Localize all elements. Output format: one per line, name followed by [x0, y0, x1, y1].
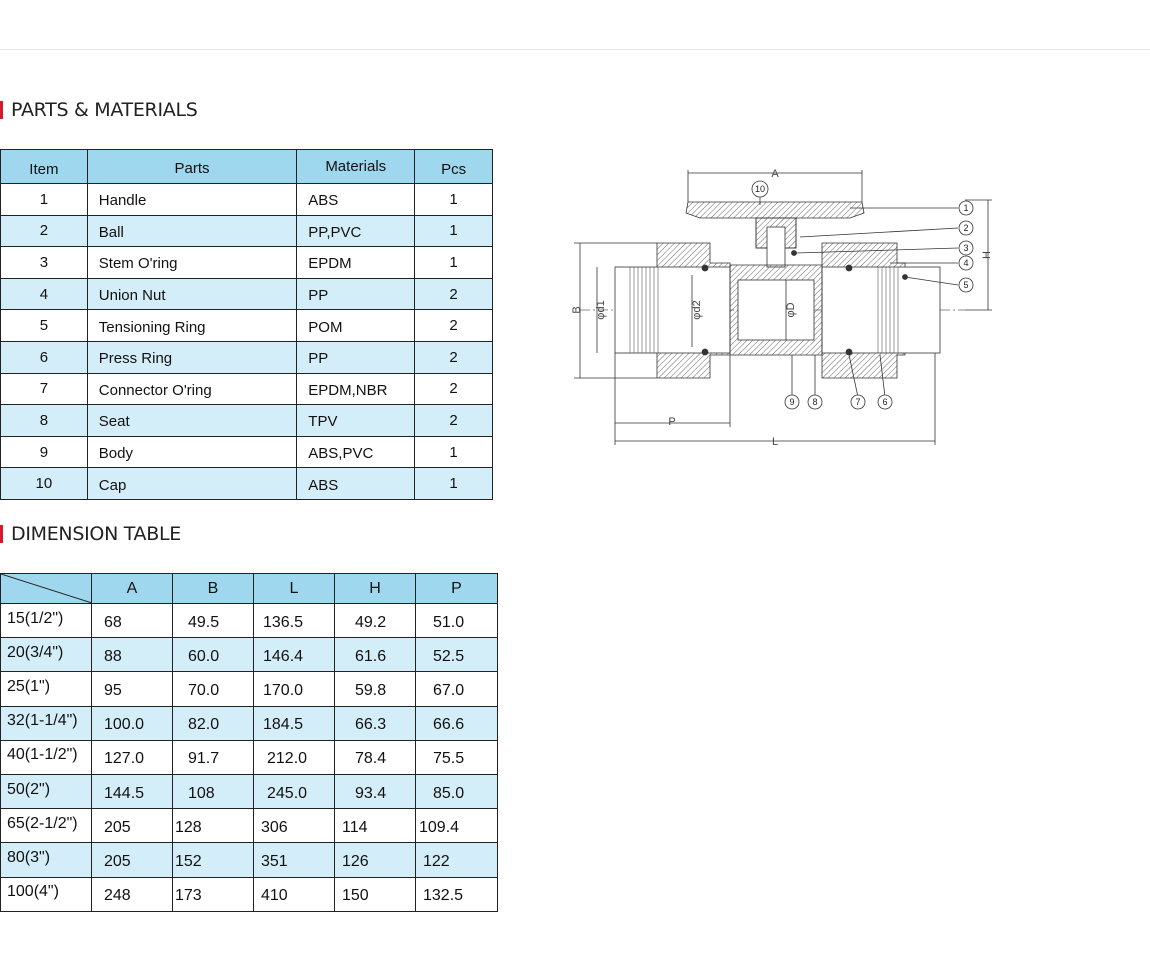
parts-table [0, 149, 493, 500]
dims-row [1, 672, 498, 706]
parts-cell-material: EPDM,NBR [297, 373, 415, 405]
parts-cell-item: 5 [1, 310, 88, 342]
dim-label-d2: φd2 [691, 300, 703, 320]
dims-header-p: P [416, 574, 498, 604]
dims-cell-a: 100.0 [92, 706, 173, 740]
parts-row [1, 215, 493, 247]
parts-cell-item: 4 [1, 278, 88, 310]
dims-cell-p: 109.4 [416, 809, 498, 843]
handle-shape [686, 202, 864, 218]
parts-cell-material: ABS,PVC [297, 436, 415, 468]
parts-cell-pcs: 2 [415, 310, 493, 342]
dims-cell-l: 410 [254, 877, 335, 911]
parts-cell-part: Union Nut [87, 278, 297, 310]
parts-cell-pcs: 1 [415, 215, 493, 247]
valve-section-diagram [560, 165, 1000, 455]
dims-cell-size: 32(1-1/4") [1, 706, 92, 740]
accent-bar [0, 101, 3, 119]
dims-cell-h: 114 [335, 809, 416, 843]
parts-cell-material: TPV [297, 405, 415, 437]
dims-cell-p: 51.0 [416, 604, 498, 638]
parts-cell-item: 3 [1, 247, 88, 279]
dim-label-p: P [668, 416, 676, 428]
parts-cell-pcs: 2 [415, 278, 493, 310]
dims-cell-p: 122 [416, 843, 498, 877]
dims-cell-l: 212.0 [254, 740, 335, 774]
dims-cell-p: 75.5 [416, 740, 498, 774]
dims-cell-h: 66.3 [335, 706, 416, 740]
dims-cell-size: 80(3") [1, 843, 92, 877]
parts-cell-material: PP [297, 341, 415, 373]
accent-bar [0, 525, 3, 543]
parts-cell-item: 10 [1, 468, 88, 500]
dims-cell-l: 146.4 [254, 638, 335, 672]
dims-header-h: H [335, 574, 416, 604]
dims-cell-size: 65(2-1/2") [1, 809, 92, 843]
dims-row [1, 809, 498, 843]
callout-5 [959, 278, 973, 292]
dims-cell-size: 20(3/4") [1, 638, 92, 672]
parts-cell-pcs: 1 [415, 468, 493, 500]
parts-title-text: PARTS & MATERIALS [11, 99, 198, 121]
svg-text:4: 4 [963, 258, 969, 268]
dims-cell-h: 93.4 [335, 774, 416, 808]
parts-cell-pcs: 1 [415, 184, 493, 216]
oring-right-bottom [846, 349, 852, 355]
parts-cell-part: Ball [87, 215, 297, 247]
callout-2 [959, 221, 973, 235]
dims-header-corner [1, 574, 92, 604]
dims-cell-a: 205 [92, 843, 173, 877]
svg-text:10: 10 [754, 184, 766, 194]
dims-cell-size: 40(1-1/2") [1, 740, 92, 774]
dims-cell-a: 144.5 [92, 774, 173, 808]
dims-cell-b: 108 [173, 774, 254, 808]
dim-label-b: B [571, 306, 583, 314]
diagonal-divider [1, 574, 92, 603]
dims-cell-b: 82.0 [173, 706, 254, 740]
dims-cell-l: 351 [254, 843, 335, 877]
dimension-table [0, 573, 498, 912]
oring-left-top [702, 265, 708, 271]
parts-row [1, 341, 493, 373]
parts-cell-pcs: 1 [415, 436, 493, 468]
parts-cell-material: ABS [297, 468, 415, 500]
parts-header-parts: Parts [87, 150, 297, 184]
dims-cell-size: 100(4") [1, 877, 92, 911]
oring-left-bottom [702, 349, 708, 355]
dims-row [1, 877, 498, 911]
parts-cell-item: 6 [1, 341, 88, 373]
dims-cell-b: 49.5 [173, 604, 254, 638]
dims-title-text: DIMENSION TABLE [11, 523, 181, 545]
dims-cell-h: 59.8 [335, 672, 416, 706]
parts-cell-part: Seat [87, 405, 297, 437]
dim-label-l: L [771, 436, 779, 448]
parts-row [1, 310, 493, 342]
svg-text:2: 2 [963, 223, 969, 233]
parts-row [1, 373, 493, 405]
dims-cell-h: 61.6 [335, 638, 416, 672]
parts-row [1, 468, 493, 500]
parts-cell-material: ABS [297, 184, 415, 216]
dims-cell-l: 136.5 [254, 604, 335, 638]
dims-cell-a: 205 [92, 809, 173, 843]
svg-text:7: 7 [855, 397, 861, 407]
dims-row [1, 604, 498, 638]
dims-row [1, 774, 498, 808]
callout-6 [878, 395, 892, 409]
callout-4 [959, 256, 973, 270]
dims-header-a: A [92, 574, 173, 604]
dims-cell-size: 50(2") [1, 774, 92, 808]
dims-cell-p: 132.5 [416, 877, 498, 911]
dims-cell-b: 70.0 [173, 672, 254, 706]
dims-cell-l: 184.5 [254, 706, 335, 740]
callout-1 [959, 201, 973, 215]
dim-label-d: φD [785, 302, 797, 318]
svg-text:1: 1 [963, 203, 969, 213]
dim-label-h: H [981, 251, 993, 259]
parts-cell-item: 9 [1, 436, 88, 468]
parts-cell-material: PP,PVC [297, 215, 415, 247]
parts-cell-item: 1 [1, 184, 88, 216]
callout-8 [808, 395, 822, 409]
parts-row [1, 278, 493, 310]
dims-cell-b: 91.7 [173, 740, 254, 774]
dims-cell-b: 128 [173, 809, 254, 843]
callout-7 [851, 395, 865, 409]
callout-10 [752, 181, 768, 197]
parts-cell-part: Press Ring [87, 341, 297, 373]
parts-row [1, 436, 493, 468]
dims-cell-h: 78.4 [335, 740, 416, 774]
parts-cell-material: EPDM [297, 247, 415, 279]
dims-section-title [0, 523, 181, 545]
dims-cell-a: 88 [92, 638, 173, 672]
dims-cell-l: 245.0 [254, 774, 335, 808]
parts-section-title [0, 99, 198, 121]
parts-cell-material: PP [297, 278, 415, 310]
dims-cell-l: 170.0 [254, 672, 335, 706]
dims-header-l: L [254, 574, 335, 604]
parts-header-materials: Materials [297, 150, 415, 184]
svg-text:9: 9 [789, 397, 795, 407]
oring-right-top [846, 265, 852, 271]
dims-cell-size: 25(1") [1, 672, 92, 706]
dims-cell-p: 52.5 [416, 638, 498, 672]
parts-cell-item: 8 [1, 405, 88, 437]
parts-row [1, 184, 493, 216]
svg-text:6: 6 [882, 397, 888, 407]
parts-cell-item: 7 [1, 373, 88, 405]
callout-3 [959, 241, 973, 255]
parts-cell-pcs: 2 [415, 341, 493, 373]
dims-cell-h: 49.2 [335, 604, 416, 638]
dims-row [1, 843, 498, 877]
dims-cell-p: 66.6 [416, 706, 498, 740]
dims-cell-size: 15(1/2") [1, 604, 92, 638]
svg-text:3: 3 [963, 243, 969, 253]
callout-9 [785, 395, 799, 409]
svg-text:5: 5 [963, 280, 969, 290]
parts-header-row [1, 150, 493, 184]
dims-row [1, 706, 498, 740]
parts-cell-part: Handle [87, 184, 297, 216]
dims-cell-p: 85.0 [416, 774, 498, 808]
dims-cell-a: 127.0 [92, 740, 173, 774]
parts-cell-pcs: 1 [415, 247, 493, 279]
parts-header-item: Item [1, 150, 88, 184]
svg-text:8: 8 [812, 397, 818, 407]
parts-cell-pcs: 2 [415, 405, 493, 437]
parts-cell-material: POM [297, 310, 415, 342]
dims-cell-b: 173 [173, 877, 254, 911]
dims-cell-l: 306 [254, 809, 335, 843]
dims-row [1, 740, 498, 774]
dims-cell-b: 152 [173, 843, 254, 877]
dims-cell-a: 248 [92, 877, 173, 911]
parts-cell-part: Connector O'ring [87, 373, 297, 405]
dims-header-row [1, 574, 498, 604]
dims-cell-a: 95 [92, 672, 173, 706]
parts-cell-part: Tensioning Ring [87, 310, 297, 342]
dims-cell-h: 126 [335, 843, 416, 877]
parts-row [1, 247, 493, 279]
parts-cell-pcs: 2 [415, 373, 493, 405]
dims-row [1, 638, 498, 672]
dims-cell-p: 67.0 [416, 672, 498, 706]
parts-cell-part: Body [87, 436, 297, 468]
parts-cell-part: Stem O'ring [87, 247, 297, 279]
dims-cell-b: 60.0 [173, 638, 254, 672]
parts-cell-part: Cap [87, 468, 297, 500]
dims-header-b: B [173, 574, 254, 604]
top-divider [0, 49, 1150, 50]
dim-label-a: A [771, 168, 779, 180]
parts-row [1, 405, 493, 437]
parts-cell-item: 2 [1, 215, 88, 247]
parts-header-pcs: Pcs [415, 150, 493, 184]
dims-cell-h: 150 [335, 877, 416, 911]
dims-cell-a: 68 [92, 604, 173, 638]
dim-label-d1: φd1 [595, 300, 607, 320]
